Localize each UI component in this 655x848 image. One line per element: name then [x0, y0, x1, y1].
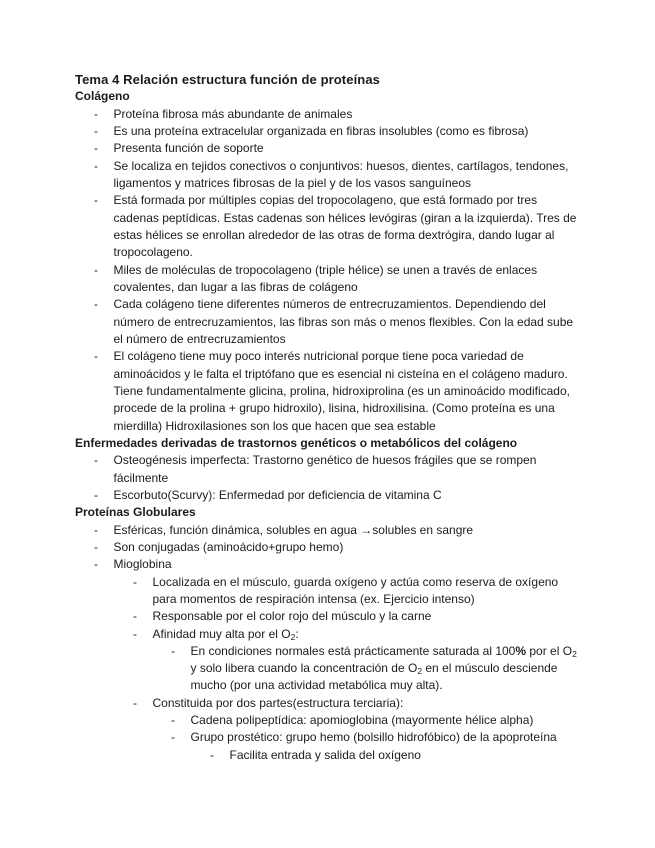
subscript-text: 2 — [290, 631, 296, 642]
bullet-dash-icon: - — [94, 557, 98, 572]
bullet-item — [133, 626, 583, 643]
bullet-dash-icon: - — [94, 522, 98, 537]
bullet-text: Cadena polipeptídica: apomioglobina (mayormente hélice alpha) — [190, 713, 534, 728]
subscript-text: 2 — [572, 648, 577, 659]
bullet-text: Proteína fibrosa más abundante de animales — [113, 106, 353, 121]
bullet-item — [94, 487, 583, 504]
bullet-dash-icon: - — [210, 747, 214, 762]
bullet-dash-icon: - — [94, 123, 98, 138]
bullet-text — [153, 626, 584, 643]
bullet-dash-icon: - — [94, 453, 98, 468]
bullet-dash-icon: - — [94, 106, 98, 121]
bullet-item — [210, 747, 583, 764]
bullet-text: El colágeno tiene muy poco interés nutricional porque tiene poca variedad de aminoácidos y le falta el triptófano que es esencial ni cisteína en el colágeno maduro. Tiene fundamentalmente glicina, prolina, hidroxiprolina (es un aminoácido modificado, procede de la prolina + grupo hidroxilo), lisina, hidroxilisina. (Como proteína es una mierdilla) Hidroxilasiones son los que hacen que sea estable — [113, 349, 570, 433]
bullet-text: Presenta función de soporte — [113, 141, 264, 156]
bullet-dash-icon: - — [171, 730, 175, 745]
bullet-item — [94, 106, 583, 123]
bullet-item — [94, 539, 583, 556]
section-heading: Proteínas Globulares — [75, 505, 196, 520]
bullet-item — [94, 296, 583, 348]
document-title: Tema 4 Relación estructura función de proteínas — [75, 72, 380, 87]
bullet-text: Cada colágeno tiene diferentes números de entrecruzamientos. Dependiendo del número de entrecruzamientos, las fibras son más o menos flexibles. Con la edad sube el número de entrecruzamientos — [113, 297, 574, 346]
bullet-item — [94, 452, 583, 487]
text-run: y solo libera cuando la concentración de O — [190, 661, 418, 676]
bullet-text: Esféricas, función dinámica, solubles en agua →solubles en sangre — [113, 522, 474, 537]
bullet-text: Son conjugadas (aminoácido+grupo hemo) — [113, 539, 344, 554]
bullet-text: Escorbuto(Scurvy): Enfermedad por deficiencia de vitamina C — [113, 487, 442, 502]
bullet-item — [94, 158, 583, 193]
bullet-dash-icon: - — [133, 695, 137, 710]
bullet-text: Grupo prostético: grupo hemo (bolsillo hidrofóbico) de la apoproteína — [190, 730, 557, 745]
bullet-dash-icon: - — [94, 158, 98, 173]
bullet-item — [94, 140, 583, 157]
bullet-text: Responsable por el color rojo del músculo y la carne — [152, 609, 432, 624]
bullet-text: Miles de moléculas de tropocolageno (triple hélice) se unen a través de enlaces covalentes, dan lugar a las fibras de colágeno — [113, 262, 538, 294]
bullet-text: Es una proteína extracelular organizada en fibras insolubles (como es fibrosa) — [113, 123, 529, 138]
text-run: En condiciones normales está prácticamente saturada al 100 — [190, 643, 516, 658]
bullet-text — [191, 643, 584, 695]
bullet-dash-icon: - — [94, 297, 98, 312]
bullet-text: Se localiza en tejidos conectivos o conjuntivos: huesos, dientes, cartílagos, tendones, ligamentos y matrices fibrosas de la piel y de los vasos sanguíneos — [113, 158, 569, 190]
bullet-item — [133, 574, 583, 609]
text-run: Afinidad muy alta por el O — [152, 626, 291, 641]
bullet-text: Osteogénesis imperfecta: Trastorno genético de huesos frágiles que se rompen fácilmente — [113, 453, 537, 485]
text-run: : — [295, 626, 299, 641]
section-heading: Colágeno — [75, 89, 130, 104]
bullet-dash-icon: - — [94, 262, 98, 277]
bullet-item — [94, 522, 583, 539]
bullet-item — [94, 123, 583, 140]
bullet-text: Localizada en el músculo, guarda oxígeno y actúa como reserva de oxígeno para momentos de respiración intensa (ex. Ejercicio intenso) — [152, 574, 559, 606]
bullet-dash-icon: - — [94, 539, 98, 554]
document-content — [75, 71, 583, 764]
bullet-item — [94, 192, 583, 261]
bullet-dash-icon: - — [94, 349, 98, 364]
bullet-dash-icon: - — [133, 574, 137, 589]
bullet-text: Facilita entrada y salida del oxígeno — [229, 747, 421, 762]
text-run: en el músculo desciende mucho (por una actividad metabólica muy alta). — [190, 661, 558, 693]
text-run: por el O — [526, 643, 573, 658]
bullet-text: Mioglobina — [113, 557, 172, 572]
bullet-item — [171, 643, 583, 695]
section-heading: Enfermedades derivadas de trastornos genéticos o metabólicos del colágeno — [75, 435, 518, 450]
bullet-item — [94, 262, 583, 297]
bullet-item — [171, 729, 583, 746]
bullet-dash-icon: - — [133, 609, 137, 624]
bullet-text: Está formada por múltiples copias del tropocolageno, que está formado por tres cadenas peptídicas. Estas cadenas son hélices levógiras (giran a la izquierda). Tres de estas hélices se enrollan alrededor de las otras de forma dextrógira, dando lugar al tropocolageno. — [113, 193, 577, 260]
bullet-dash-icon: - — [94, 141, 98, 156]
bullet-item — [171, 712, 583, 729]
bullet-dash-icon: - — [133, 626, 137, 641]
bullet-dash-icon: - — [94, 193, 98, 208]
bullet-item — [133, 695, 583, 712]
bullet-item — [133, 608, 583, 625]
bullet-dash-icon: - — [94, 487, 98, 502]
bullet-item — [94, 348, 583, 435]
bullet-dash-icon: - — [171, 713, 175, 728]
bullet-item — [94, 556, 583, 573]
subscript-text: 2 — [417, 666, 423, 677]
text-run: % — [515, 643, 527, 658]
bullet-text: Constituida por dos partes(estructura terciaria): — [152, 695, 404, 710]
bullet-dash-icon: - — [171, 643, 175, 658]
